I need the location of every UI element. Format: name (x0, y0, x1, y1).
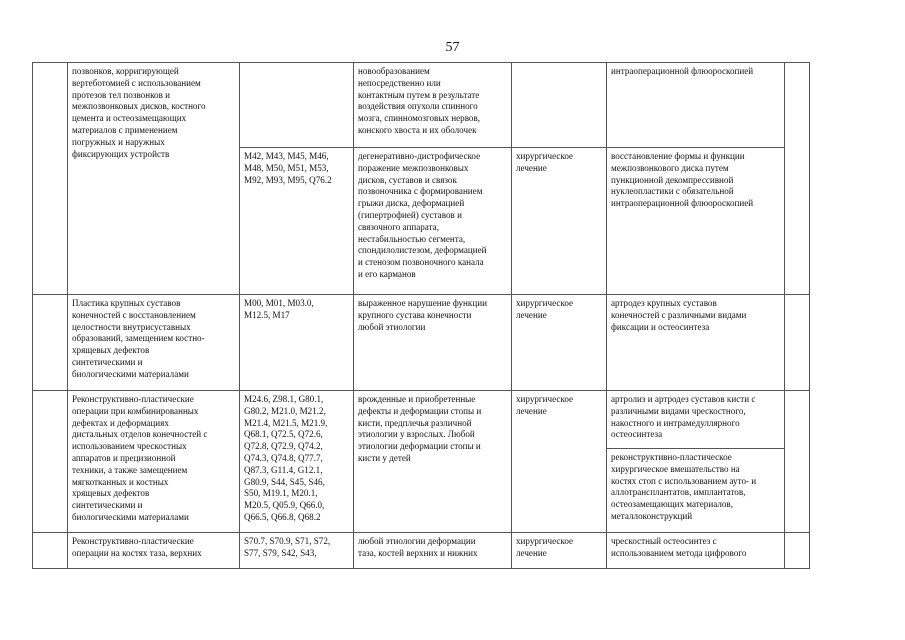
cost-cell (785, 295, 810, 391)
method-text: Пластика крупных суставов конечностей с восстановлением целостности внутрисуставных образований, замещением костно- хрящевых дефектов синтетическими и биологическими материалами (72, 298, 205, 379)
table-row (33, 295, 810, 391)
table-row (33, 533, 810, 569)
treatment-method-cell (607, 63, 785, 148)
treatment-method-text: интраоперационной флюороскопией (611, 66, 754, 76)
treatment-type-text: хирургическое лечение (516, 394, 574, 416)
treatment-type-text: хирургическое лечение (516, 151, 574, 173)
method-text: Реконструктивно-пластические операции при комбинированных дефектах и деформациях дистальных отделов конечностей с использованием чрескостных аппаратов и прецизионной техники, а также замещением мягкотканных и костных хрящевых дефектов синтетическими и биологическими материалами (72, 394, 208, 522)
patient-model-cell (354, 295, 512, 391)
treatment-type-cell (512, 391, 607, 533)
treatment-type-cell (512, 533, 607, 569)
table-row (33, 63, 810, 148)
codes-cell (240, 391, 354, 533)
method-cell (68, 63, 240, 295)
cost-cell (785, 533, 810, 569)
table-row (33, 391, 810, 449)
cost-cell (785, 63, 810, 295)
codes-cell (240, 295, 354, 391)
row-number-cell (33, 391, 68, 533)
treatment-method-text: восстановление формы и функции межпозвонкового диска путем пункционной декомпрессивной нуклеопластики с обязательной интраоперационной флюороскопией (611, 151, 754, 209)
treatment-type-cell (512, 295, 607, 391)
codes-cell (240, 148, 354, 295)
treatment-method-cell (607, 449, 785, 533)
patient-model-text: врожденные и приобретенные дефекты и деформации стопы и кисти, предплечья различной этиологии у взрослых. Любой этиологии деформации стопы и кисти у детей (358, 394, 482, 463)
treatment-type-text: хирургическое лечение (516, 298, 574, 320)
method-cell (68, 533, 240, 569)
patient-model-text: выраженное нарушение функции крупного сустава конечности любой этиологии (358, 298, 487, 332)
treatment-method-text: чрескостный остеосинтез с использованием метода цифрового (611, 536, 747, 558)
patient-model-text: любой этиологии деформации таза, костей верхних и нижних (358, 536, 478, 558)
patient-model-text: дегенеративно-дистрофическое поражение межпозвонковых дисков, суставов и связок позвоночника с формированием грыжи диска, деформацией (гипертрофией) суставов и связочного аппарата, нестабильностью сегмента, спондилолистезом, деформацией и стенозом позвоночного канала и его карманов (358, 151, 487, 279)
cost-cell (785, 391, 810, 533)
treatment-method-cell (607, 391, 785, 449)
treatment-method-cell (607, 533, 785, 569)
method-cell (68, 295, 240, 391)
codes-text: S70.7, S70.9, S71, S72, S77, S79, S42, S43, (244, 536, 331, 558)
treatment-method-text: артролиз и артродез суставов кисти с различными видами чрескостного, накостного и интрамедуллярного остеосинтеза (611, 394, 756, 440)
treatment-type-text: хирургическое лечение (516, 536, 574, 558)
treatment-method-text: артродез крупных суставов конечностей с различными видами фиксации и остеосинтеза (611, 298, 747, 332)
row-number-cell (33, 533, 68, 569)
codes-cell (240, 533, 354, 569)
patient-model-cell (354, 148, 512, 295)
treatment-method-cell (607, 148, 785, 295)
treatment-type-cell (512, 63, 607, 148)
row-number-cell (33, 63, 68, 295)
row-number-cell (33, 295, 68, 391)
patient-model-cell (354, 63, 512, 148)
codes-text: M00, M01, M03.0, M12.5, M17 (244, 298, 314, 320)
patient-model-cell (354, 391, 512, 533)
patient-model-cell (354, 533, 512, 569)
treatment-type-cell (512, 148, 607, 295)
patient-model-text: новообразованием непосредственно или контактным путем в результате воздействия опухоли спинного мозга, спинномозговых нервов, конского хвоста и их оболочек (358, 66, 481, 135)
codes-text: M24.6, Z98.1, G80.1, G80.2, M21.0, M21.2, M21.4, M21.5, M21.9, Q68.1, Q72.5, Q72.6, Q72.8, Q72.9, Q74.2, Q74.3, Q74.8, Q77.7, Q87.3, G11.4, G12.1, G80.9, S44, S45, S46, S50, M19.1, M20.1, M20.5, Q05.9, Q66.0, Q66.5, Q66.8, Q68.2 (244, 394, 328, 522)
treatment-method-cell (607, 295, 785, 391)
page-number: 57 (445, 40, 460, 55)
method-text: Реконструктивно-пластические операции на костях таза, верхних (72, 536, 202, 558)
codes-text: M42, M43, M45, M46, M48, M50, M51, M53, M92, M93, M95, Q76.2 (244, 151, 332, 185)
treatment-method-text: реконструктивно-пластическое хирургическое вмешательство на костях стоп с использованием ауто- и аллотрансплантатов, имплантатов, остеозамещающих материалов, металлоконструкций (611, 452, 757, 521)
medical-care-table (32, 62, 810, 569)
method-cell (68, 391, 240, 533)
codes-cell (240, 63, 354, 148)
method-text: позвонков, корригирующей вертеботомией с использованием протезов тел позвонков и межпозвонковых дисков, костного цемента и остеозамещающих материалов с применением погружных и наружных фиксирующих устройств (72, 66, 206, 159)
